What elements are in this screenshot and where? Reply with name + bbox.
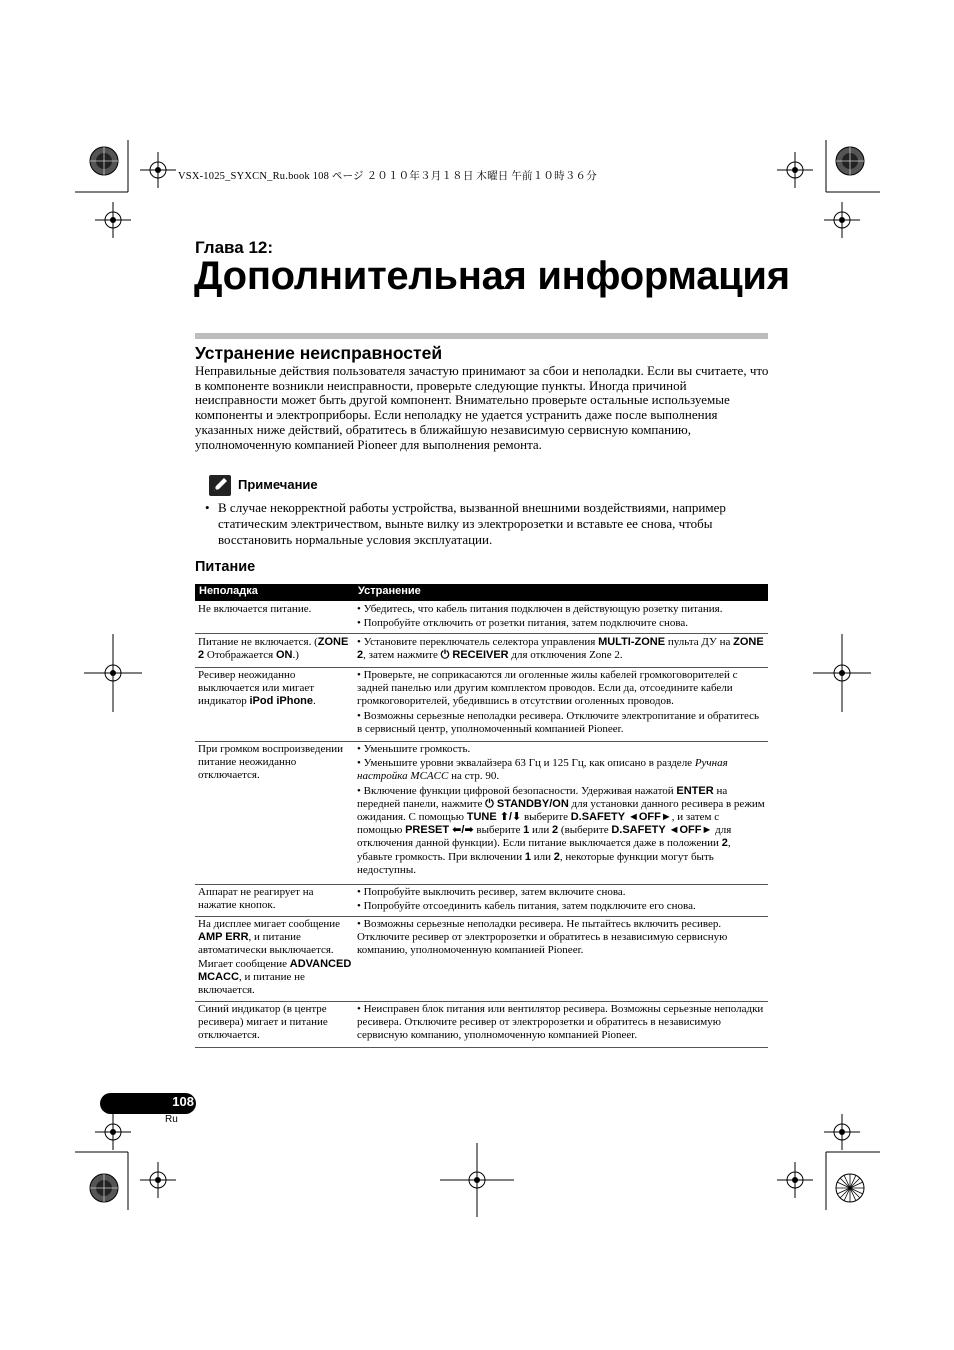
problem-cell: Ресивер неожиданно выключается или мигает индикатор iPod iPhone. — [198, 669, 316, 708]
section-divider — [195, 333, 768, 339]
table-row — [195, 917, 768, 1002]
remedy-cell: • Попробуйте выключить ресивер, затем включите снова. • Попробуйте отсоединить кабель питания, затем подключите его снова. — [357, 886, 696, 913]
table-row — [195, 601, 768, 634]
page-title: Дополнительная информация — [194, 254, 790, 298]
table-header — [195, 584, 768, 601]
note-label: Примечание — [238, 477, 318, 492]
remedy-cell: • Уменьшите громкость. • Уменьшите уровни эквалайзера 63 Гц и 125 Гц, как описано в разделе Ручная настройка MCACC на стр. 90. • Включение функции цифровой безопасности. Удерживая нажатой ENTER на передней панели, нажмите ⏻ STANDBY/ON для установки данного ресивера в режим ожидания. С помощью TUNE ⬆/⬇ выберите D.SAFETY ◄OFF►, и затем с помощью PRESET ⬅/➡ выберите 1 или 2 (выберите D.SAFETY ◄OFF► для отключения данной функции). Если питание выключается даже в положении 2, убавьте громкость. При включении 1 или 2, некоторые функции могут быть недоступны. — [357, 743, 765, 876]
page-language: Ru — [165, 1114, 178, 1125]
remedy-cell: • Неисправен блок питания или вентилятор ресивера. Возможны серьезные неполадки ресивера. Отключите ресивер от электророзетки и обратитесь в независимую сервисную компанию, уполномоченную компанией Pioneer. — [357, 1003, 764, 1042]
remedy-cell: • Установите переключатель селектора управления MULTI-ZONE пульта ДУ на ZONE 2, затем нажмите ⏻ RECEIVER для отключения Zone 2. — [357, 636, 764, 662]
column-header-problem: Неполадка — [199, 585, 258, 597]
table-row — [195, 1002, 768, 1048]
table-row — [195, 885, 768, 917]
table-row — [195, 742, 768, 885]
problem-cell: Не включается питание. — [198, 603, 312, 615]
intro-paragraph: Неправильные действия пользователя зачастую принимают за сбои и неполадки. Если вы считаете, что в компоненте возникли неисправности, проверьте следующие пункты. Иногда причиной неисправности может быть другой компонент. Внимательно проверьте остальные используемые компоненты и электроприборы. Если неполадку не удается устранить даже после выполнения указанных ниже действий, обратитесь в ближайшую независимую сервисную компанию, уполномоченную компанией Pioneer для выполнения ремонта. — [195, 363, 769, 452]
remedy-cell: • Возможны серьезные неполадки ресивера. Не пытайтесь включить ресивер. Отключите ресивер от электророзетки и обратитесь в независимую сервисную компанию, уполномоченную компанией Pioneer. — [357, 918, 728, 957]
remedy-cell: • Убедитесь, что кабель питания подключен в действующую розетку питания. • Попробуйте отключить от розетки питания, затем подключите снова. — [357, 603, 723, 630]
chapter-label: Глава 12: — [195, 238, 274, 257]
section-title: Устранение неисправностей — [195, 343, 443, 363]
problem-cell: Синий индикатор (в центре ресивера) мигает и питание отключается. — [198, 1003, 328, 1042]
problem-cell: При громком воспроизведении питание неожиданно отключается. — [198, 743, 344, 782]
table-row — [195, 668, 768, 742]
problem-cell: Питание не включается. (ZONE 2 Отображается ON.) — [198, 636, 349, 662]
problem-cell: Аппарат не реагирует на нажатие кнопок. — [198, 886, 314, 912]
remedy-cell: • Проверьте, не соприкасаются ли оголенные жилы кабелей громкоговорителей с задней панелью или другим комплектом проводов. Если да, отсоедините кабели громкоговорителей, убедившись в отсутствии оголенных проводов. • Возможны серьезные неполадки ресивера. Отключите электропитание и обратитесь в сервисный центр, уполномоченный компанией Pioneer. — [357, 669, 760, 735]
subsection-title: Питание — [195, 559, 256, 575]
file-header-line: VSX-1025_SYXCN_Ru.book 108 ページ ２０１０年３月１８日 木曜日 午前１０時３６分 — [178, 171, 597, 182]
pencil-note-icon — [209, 475, 231, 496]
note-text: В случае некорректной работы устройства, вызванной внешними воздействиями, например статическим электричеством, выньте вилку из электророзетки и вставьте ее снова, чтобы восстановить нормальные условия эксплуатации. — [218, 500, 726, 547]
table-row — [195, 634, 768, 668]
note-bullet: • — [205, 500, 210, 515]
problem-cell: На дисплее мигает сообщение AMP ERR, и питание автоматически выключается. Мигает сообщение ADVANCED MCACC, и питание не включается. — [198, 918, 352, 997]
page-number: 108 — [172, 1094, 194, 1109]
column-header-remedy: Устранение — [358, 585, 421, 597]
